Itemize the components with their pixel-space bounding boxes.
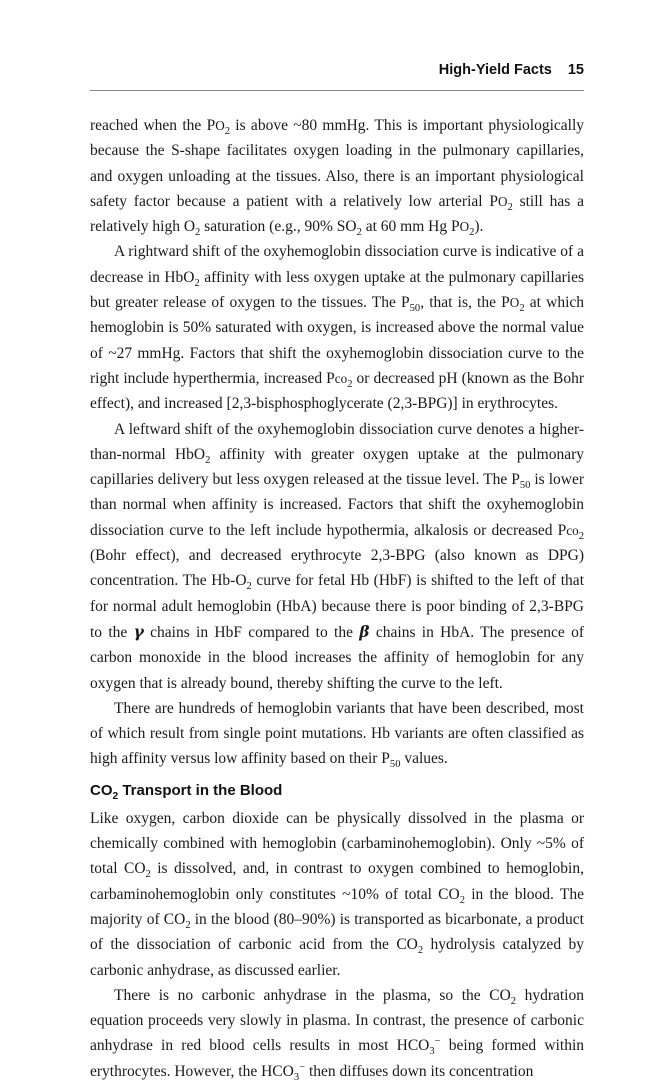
paragraph-4: There are hundreds of hemoglobin variants that have been described, most of which result from single point mutations. Hb variants are often classified as high affinity versus low affinity based on their $P_{50}$ values. [90, 699, 584, 771]
paragraph-1: reached when the $PO_2$ is above ~80 mmHg. This is important physiologically because the S-shape facilitates oxygen loading in the pulmonary capillaries, and oxygen unloading at the tissues. Also, there is an important physiological safety factor because a patient with a relatively low arterial $PO_2$ still has a relatively high $O_2$ saturation (e.g., 90% $SO_2$ at 60 mm Hg $PO_2$). [90, 117, 585, 239]
body-text [90, 113, 584, 1084]
paragraph-6: There is no carbonic anhydrase in the plasma, so the $CO_2$ hydration equation proceeds very slowly in plasma. In contrast, the presence of carbonic anhydrase in red blood cells results in most $HCO_3^-$ being formed within erythrocytes. However, the $HCO_3^-$ then diffuses down its concentration [90, 986, 584, 1083]
section-heading: $CO_2$ Transport in the Blood [90, 781, 283, 802]
paragraph-5: Like oxygen, carbon dioxide can be physically dissolved in the plasma or chemically combined with hemoglobin (carbaminohemoglobin). Only ~5% of total $CO_2$ is dissolved, and, in contrast to oxygen combined to hemoglobin, carbaminohemoglobin only constitutes ~10% of total $CO_2$ in the blood. The majority of $CO_2$ in the blood (80–90%) is transported as bicarbonate, a product of the dissociation of carbonic acid from the $CO_2$ hydrolysis catalyzed by carbonic anhydrase, as discussed earlier. [90, 809, 584, 979]
paragraph-3: A leftward shift of the oxyhemoglobin dissociation curve denotes a higher-than-normal HbO$_2$ affinity with greater oxygen uptake at the pulmonary capillaries delivery but less oxygen released at the tissue level. The $P_{50}$ is lower than normal when affinity is increased. Factors that shift the oxyhemoglobin dissociation curve to the left include hypothermia, alkalosis or decreased Pco$_2$ (Bohr effect), and decreased erythrocyte 2,3-BPG (also known as DPG) concentration. The $Hb-O_2$ curve for fetal Hb (HbF) is shifted to the left of that for normal adult hemoglobin (HbA) because there is poor binding of 2,3-BPG to the γ chains in HbF compared to the β chains in HbA. The presence of carbon monoxide in the blood increases the affinity of hemoglobin for any oxygen that is already bound, thereby shifting the curve to the left. [90, 420, 585, 692]
paragraph-2: A rightward shift of the oxyhemoglobin dissociation curve is indicative of a decrease in HbO$_2$ affinity with less oxygen uptake at the pulmonary capillaries but greater release of oxygen to the tissues. The $P_{50}$, that is, the $PO_2$ at which hemoglobin is 50% saturated with oxygen, is increased above the normal value of ~27 mmHg. Factors that shift the oxyhemoglobin dissociation curve to the right include hyperthermia, increased Pco$_2$ or decreased pH (known as the Bohr effect), and increased [2,3-bisphosphoglycerate (2,3-BPG)] in erythrocytes. [90, 243, 585, 413]
running-header [90, 62, 584, 78]
page-number: 15 [567, 62, 584, 78]
running-title: High-Yield Facts [438, 62, 552, 78]
header-rule [90, 90, 584, 91]
